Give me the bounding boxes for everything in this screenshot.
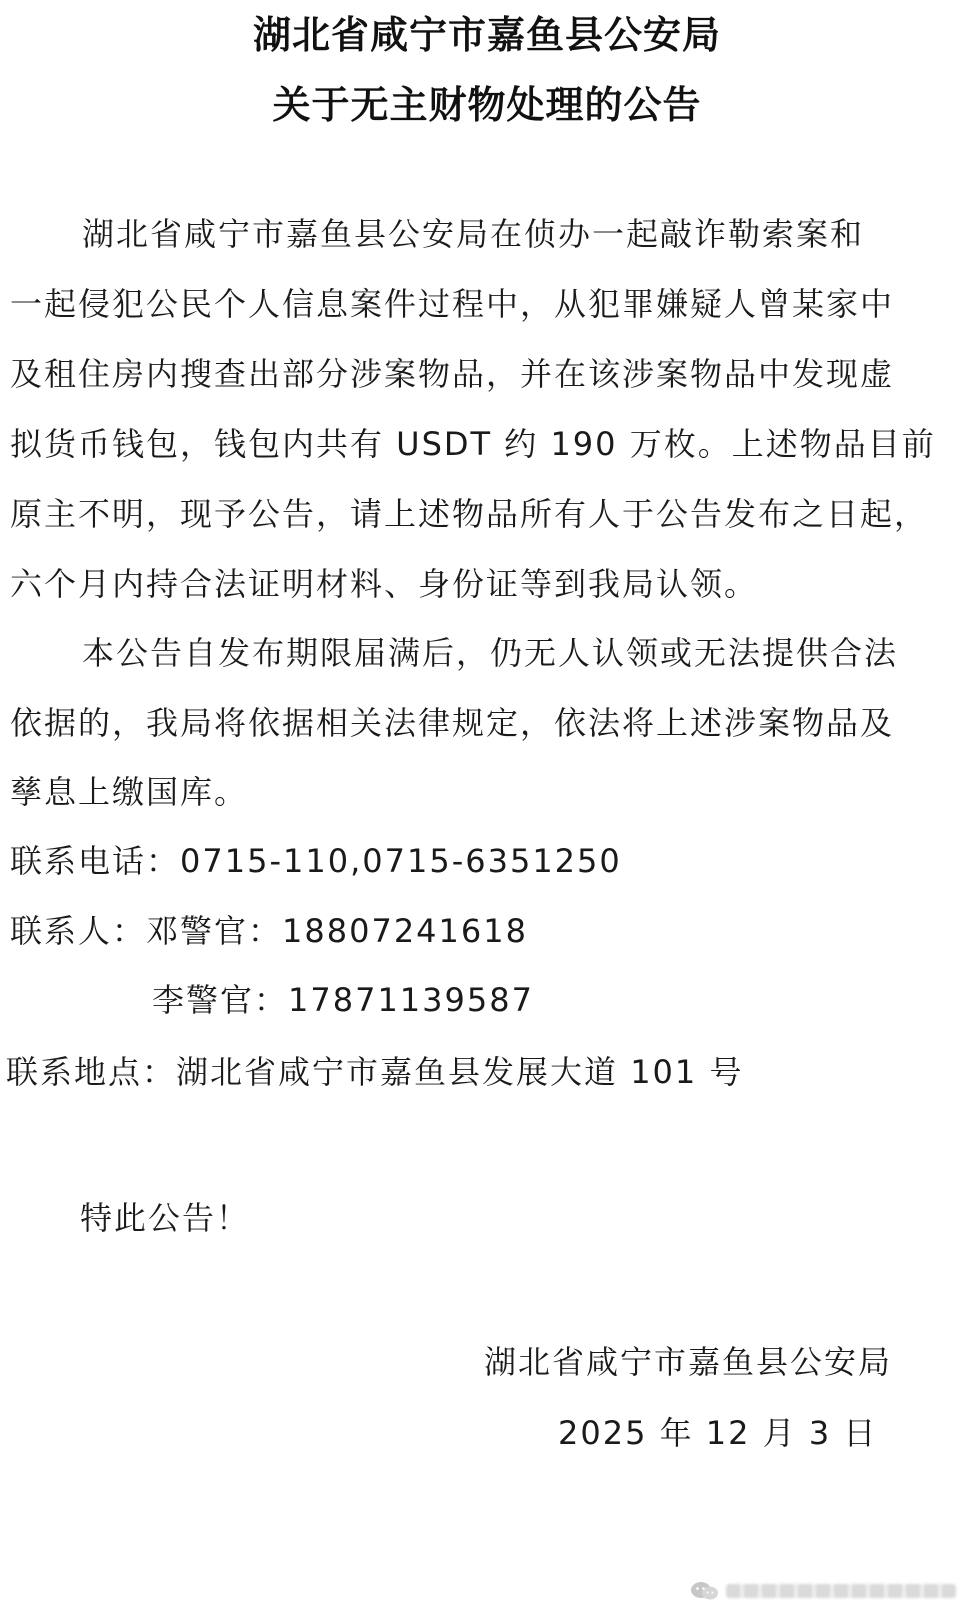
paragraph1-line: 原主不明，现予公告，请上述物品所有人于公告发布之日起， xyxy=(10,495,929,533)
contact-person-1: 邓警官：18807241618 xyxy=(146,912,528,950)
wechat-icon xyxy=(690,1581,720,1601)
paragraph2-line: 孳息上缴国库。 xyxy=(10,773,249,811)
contact-address-value: 湖北省咸宁市嘉鱼县发展大道 101 号 xyxy=(176,1053,744,1091)
contact-address-label: 联系地点： xyxy=(6,1053,177,1091)
paragraph1-line: 拟货币钱包，钱包内共有 USDT 约 190 万枚。上述物品目前 xyxy=(10,425,936,463)
document-title-subject: 关于无主财物处理的公告 xyxy=(272,82,702,127)
paragraph2-line: 依据的，我局将依据相关法律规定，依法将上述涉案物品及 xyxy=(10,704,895,742)
watermark-blurred-text xyxy=(726,1584,956,1598)
paragraph1-line: 及租住房内搜查出部分涉案物品，并在该涉案物品中发现虚 xyxy=(10,355,895,393)
source-watermark xyxy=(690,1580,956,1602)
contact-address-row xyxy=(6,1052,743,1092)
signature-org: 湖北省咸宁市嘉鱼县公安局 xyxy=(484,1343,893,1381)
closing-statement: 特此公告！ xyxy=(80,1199,251,1237)
paragraph1-line: 湖北省咸宁市嘉鱼县公安局在侦办一起敲诈勒索案和 xyxy=(82,215,865,253)
paragraph1-line: 一起侵犯公民个人信息案件过程中，从犯罪嫌疑人曾某家中 xyxy=(10,285,895,323)
contact-person-2: 李警官：17871139587 xyxy=(152,981,534,1019)
contact-phone-row xyxy=(10,841,622,881)
contact-phone-value: 0715-110,0715-6351250 xyxy=(180,842,622,880)
signature-date: 2025 年 12 月 3 日 xyxy=(558,1414,878,1452)
contact-person-label: 联系人： xyxy=(10,912,147,950)
paragraph1-line: 六个月内持合法证明材料、身份证等到我局认领。 xyxy=(10,565,759,603)
paragraph2-line: 本公告自发布期限届满后，仍无人认领或无法提供合法 xyxy=(82,634,899,672)
document-title-org: 湖北省咸宁市嘉鱼县公安局 xyxy=(252,12,721,57)
contact-person-row xyxy=(10,911,528,951)
contact-phone-label: 联系电话： xyxy=(10,842,181,880)
